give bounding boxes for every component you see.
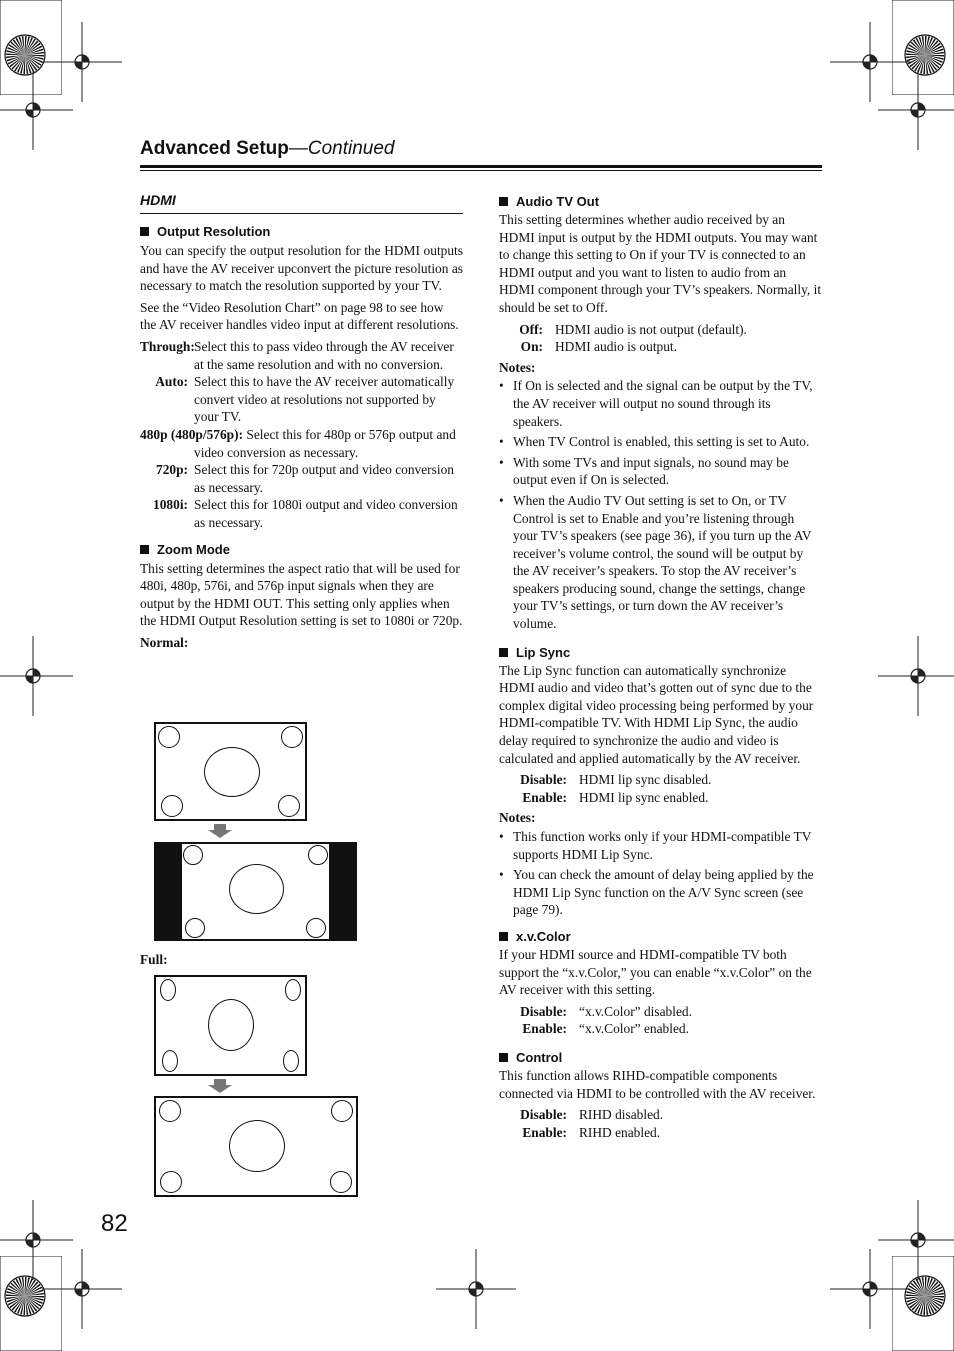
xv-color-para: If your HDMI source and HDMI-compatible TV both support the “x.v.Color,” you can enable “x.v.Color” on the AV receiver with this setting. [499, 946, 812, 998]
zoom-mode-heading-text: Zoom Mode [157, 541, 230, 557]
audio-tv-out-para: This setting determines whether audio received by an HDMI input is output by the HDMI outputs. You may want to change this setting to On if your TV is connected to an HDMI output and you want to listen to audio from an HDMI component through your TV’s speakers. Normally, it should be set to Off. [499, 212, 822, 315]
lip-sync-notes [499, 828, 822, 919]
corner-circle [159, 1100, 181, 1122]
lip-sync-heading-text: Lip Sync [516, 644, 571, 660]
note-item: • When the Audio TV Out setting is set to On, or TV Control is set to Enable and you’re listening through your TV’s speakers (see page 36), if you turn up the AV receiver’s volume control, the sound will be output by the AV receiver’s speakers. To stop the AV receiver’s speakers producing sound, change the settings, change your TV’s settings, or turn down the AV receiver’s volume. [499, 492, 822, 633]
normal-source-frame [154, 722, 307, 821]
option-key: Disable: [520, 772, 567, 788]
corner-circle [281, 726, 303, 748]
lip-sync-options [499, 771, 822, 806]
header-rule-thin [140, 170, 822, 171]
output-resolution-options-2 [140, 461, 463, 531]
center-circle [204, 747, 260, 797]
option-desc: Select this for 720p output and video conversion as necessary. [194, 462, 454, 495]
option-desc: HDMI audio is not output (default). [555, 321, 747, 337]
zoom-mode-heading [140, 542, 463, 557]
option-desc: Select this for 480p or 576p output and video conversion as necessary. [194, 426, 456, 460]
corner-circle [160, 1171, 182, 1193]
option-key: Enable: [522, 1021, 567, 1037]
corner-circle [161, 795, 183, 817]
option-480p [140, 426, 463, 461]
option-key: Off: [519, 321, 543, 337]
note-item: • When TV Control is enabled, this setting is set to Auto. [499, 433, 822, 451]
crosshair-mark-icon [0, 636, 73, 716]
option-desc: RIHD enabled. [579, 1124, 661, 1140]
corner-circle [183, 845, 203, 865]
crosshair-mark-icon [878, 636, 954, 716]
xv-color-heading [499, 929, 822, 944]
full-source-frame [154, 975, 307, 1076]
corner-circle [308, 845, 328, 865]
output-resolution-options [140, 338, 463, 426]
option-desc: Select this to have the AV receiver automatically convert video at resolutions not supported by your TV. [194, 374, 455, 425]
option-key: Auto: [155, 374, 188, 390]
note-item: • If On is selected and the signal can be output by the TV, the AV receiver will output no sound through its speakers. [499, 377, 822, 430]
header-continued: —Continued [288, 138, 395, 159]
lip-sync-para: The Lip Sync function can automatically synchronize HDMI audio and video that’s gotten out of sync due to the complex digital video processing being performed by your HDMI-compatible TV. With HDMI Lip Sync, the audio delay required to synchronize the audio and video is calculated and applied automatically by the AV receiver. [499, 662, 814, 766]
corner-circle [285, 979, 301, 1001]
square-bullet-icon [499, 197, 508, 206]
normal-output-frame [154, 842, 357, 941]
option-key: On: [520, 339, 543, 355]
option-key: Through: [140, 338, 195, 354]
center-circle [229, 864, 284, 914]
center-circle [208, 999, 254, 1051]
corner-circle [160, 979, 176, 1001]
option-desc: HDMI audio is output. [555, 339, 677, 355]
note-item: • With some TVs and input signals, no sound may be output even if On is selected. [499, 454, 822, 489]
center-circle [229, 1120, 285, 1172]
crop-mark-icon [892, 0, 954, 95]
square-bullet-icon [499, 932, 508, 941]
audio-tv-out-heading-text: Audio TV Out [516, 194, 600, 209]
section-rule [140, 213, 463, 214]
corner-circle [185, 918, 205, 938]
option-desc: HDMI lip sync enabled. [579, 789, 709, 805]
down-arrow-icon [208, 1079, 232, 1093]
lip-sync-heading [499, 645, 822, 660]
crop-mark-icon [892, 1256, 954, 1351]
option-desc: RIHD disabled. [579, 1107, 664, 1123]
option-desc: Select this to pass video through the AV receiver at the same resolution and with no conversion. [194, 338, 454, 372]
square-bullet-icon [140, 545, 149, 554]
square-bullet-icon [499, 648, 508, 657]
header-title: Advanced Setup [140, 138, 289, 159]
output-resolution-heading-text: Output Resolution [157, 224, 271, 239]
xv-color-heading-text: x.v.Color [516, 928, 571, 944]
corner-circle [306, 918, 326, 938]
control-heading [499, 1050, 822, 1065]
option-desc: Select this for 1080i output and video conversion as necessary. [194, 497, 458, 530]
corner-circle [283, 1050, 299, 1072]
full-label: Full: [140, 952, 168, 967]
control-heading-text: Control [516, 1049, 563, 1065]
output-resolution-para2: See the “Video Resolution Chart” on page 98 to see how the AV receiver handles video input at different resolutions. [140, 299, 459, 333]
square-bullet-icon [499, 1053, 508, 1062]
zoom-mode-para: This setting determines the aspect ratio that will be used for 480i, 480p, 576i, and 576p input signals when they are output by the HDMI OUT. This setting only applies when the HDMI Output Resolution setting is set to 1080i or 720p. [140, 560, 463, 629]
crop-mark-icon [0, 0, 62, 95]
corner-circle [330, 1171, 352, 1193]
left-column [140, 192, 463, 651]
control-para: This function allows RIHD-compatible components connected via HDMI to be controlled with the AV receiver. [499, 1067, 816, 1101]
full-output-frame [154, 1096, 358, 1197]
pillarbox-image-area [182, 844, 329, 939]
down-arrow-icon [208, 824, 232, 838]
corner-circle [162, 1050, 178, 1072]
option-key: 1080i: [153, 497, 188, 513]
option-key: 720p: [156, 462, 188, 478]
option-desc: “x.v.Color” disabled. [579, 1003, 692, 1019]
option-desc: “x.v.Color” enabled. [579, 1021, 689, 1037]
note-item: • You can check the amount of delay being applied by the HDMI Lip Sync function on the A/V Sync screen (see page 79). [499, 866, 822, 919]
normal-label: Normal: [140, 634, 189, 650]
control-options [499, 1106, 822, 1141]
option-key: 480p (480p/576p): [140, 426, 244, 442]
section-title: HDMI [140, 192, 176, 208]
notes-label: Notes: [499, 810, 536, 826]
note-item: • This function works only if your HDMI-compatible TV supports HDMI Lip Sync. [499, 828, 822, 863]
corner-circle [331, 1100, 353, 1122]
audio-tv-out-heading [499, 194, 822, 209]
option-desc: HDMI lip sync disabled. [579, 772, 712, 788]
crop-mark-icon [0, 1256, 62, 1351]
corner-circle [278, 795, 300, 817]
output-resolution-para1: You can specify the output resolution for the HDMI outputs and have the AV receiver upconvert the picture resolution as necessary to match the resolution supported by your TV. [140, 243, 463, 294]
crosshair-mark-icon [436, 1249, 516, 1329]
corner-circle [158, 726, 180, 748]
option-key: Disable: [520, 1107, 567, 1123]
audio-tv-out-options [499, 321, 822, 356]
option-key: Disable: [520, 1003, 567, 1019]
page-number: 82 [101, 1210, 128, 1237]
option-key: Enable: [522, 789, 567, 805]
notes-label: Notes: [499, 359, 536, 375]
xv-color-options [499, 1003, 822, 1038]
page-header [140, 138, 395, 160]
header-rule [140, 165, 822, 168]
output-resolution-heading [140, 224, 463, 239]
audio-tv-out-notes [499, 377, 822, 632]
right-column [499, 194, 822, 1141]
option-key: Enable: [522, 1124, 567, 1140]
square-bullet-icon [140, 227, 149, 236]
